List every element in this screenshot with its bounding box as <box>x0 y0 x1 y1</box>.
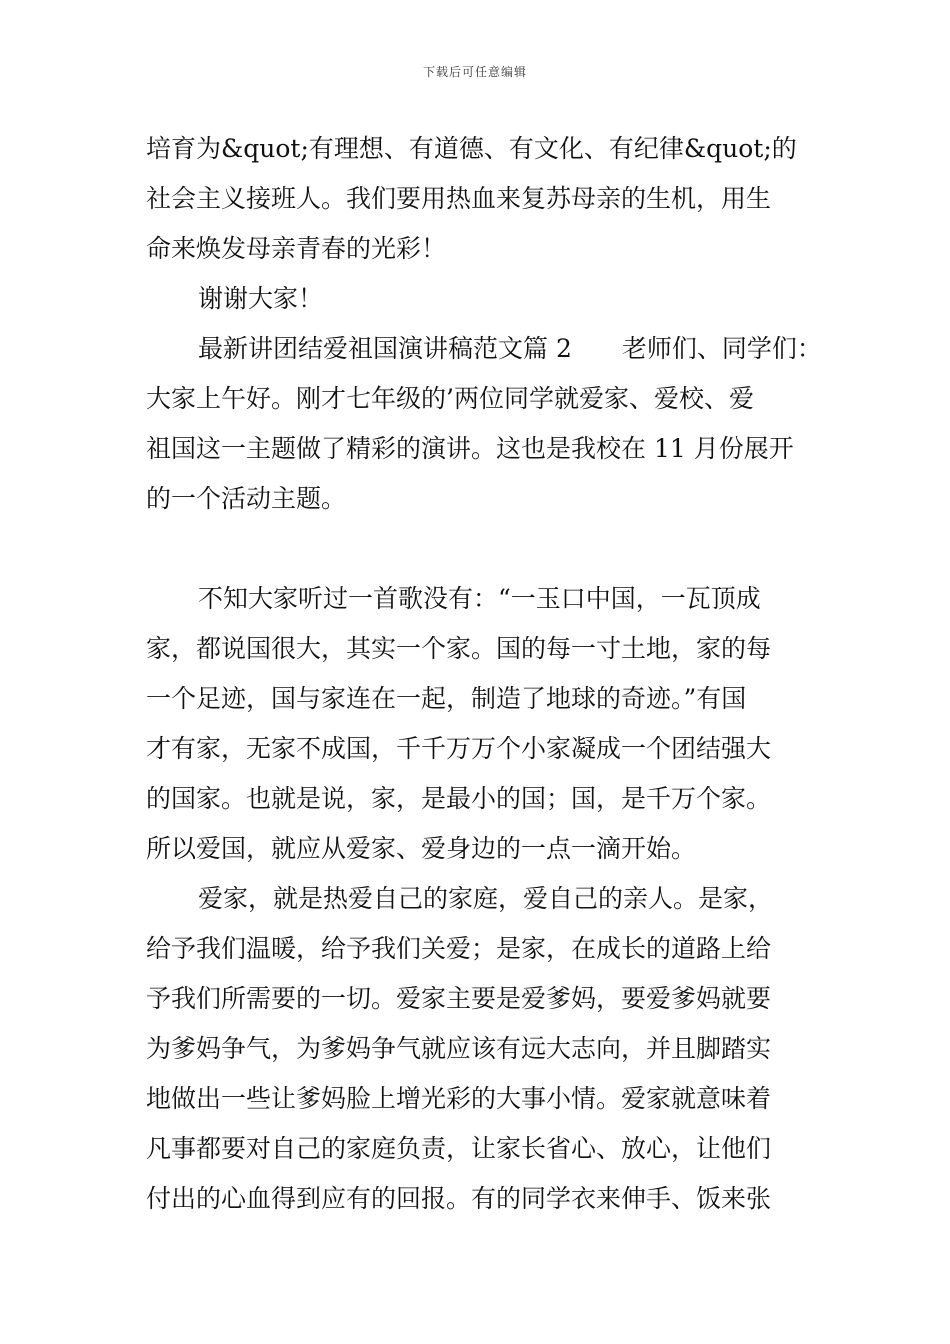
text-line: 的一个活动主题。 <box>146 484 347 513</box>
text-line: 付出的心血得到应有的回报。有的同学衣来伸手、饭来张 <box>146 1184 772 1213</box>
text-line: 凡事都要对自己的家庭负责，让家长省心、放心，让他们 <box>146 1134 772 1163</box>
text-line: 社会主义接班人。我们要用热血来复苏母亲的生机，用生 <box>146 184 772 213</box>
page-header: 下载后可任意编辑 <box>422 65 527 79</box>
text-line: 予我们所需要的一切。爱家主要是爱爹妈，要爱爹妈就要 <box>146 984 772 1013</box>
text-line: 培育为&quot;有理想、有道德、有文化、有纪律&quot;的 <box>146 134 797 163</box>
paragraph-spacer <box>146 524 810 574</box>
text-line: 所以爱国，就应从爱家、爱身边的一点一滴开始。 <box>146 834 697 863</box>
text-line: 给予我们温暖，给予我们关爱；是家，在成长的道路上给 <box>146 934 772 963</box>
text-line: 祖国这一主题做了精彩的演讲。这也是我校在 11 月份展开 <box>146 434 794 463</box>
text-line: 不知大家听过一首歌没有：“一玉口中国，一瓦顶成 <box>198 584 761 613</box>
text-line: 的国家。也就是说，家，是最小的国；国，是千万个家。 <box>146 784 772 813</box>
text-line: 才有家，无家不成国，千千万万个小家凝成一个团结强大 <box>146 734 772 763</box>
text-line: 命来焕发母亲青春的光彩！ <box>146 234 447 263</box>
text-line: 地做出一些让爹妈脸上增光彩的大事小情。爱家就意味着 <box>146 1084 772 1113</box>
text-line: 爱家，就是热爱自己的家庭，爱自己的亲人。是家， <box>198 884 774 913</box>
text-line: 大家上午好。刚才七年级的’两位同学就爱家、爱校、爱 <box>146 384 754 413</box>
text-line: 家，都说国很大，其实一个家。国的每一寸土地，家的每 <box>146 634 772 663</box>
text-line: 最新讲团结爱祖国演讲稿范文篇 2 老师们、同学们： <box>198 334 822 363</box>
text-line: 为爹妈争气，为爹妈争气就应该有远大志向，并且脚踏实 <box>146 1034 772 1063</box>
text-line: 一个足迹，国与家连在一起，制造了地球的奇迹。”有国 <box>146 684 747 713</box>
document-body <box>146 124 822 1224</box>
text-line: 谢谢大家！ <box>198 284 324 313</box>
